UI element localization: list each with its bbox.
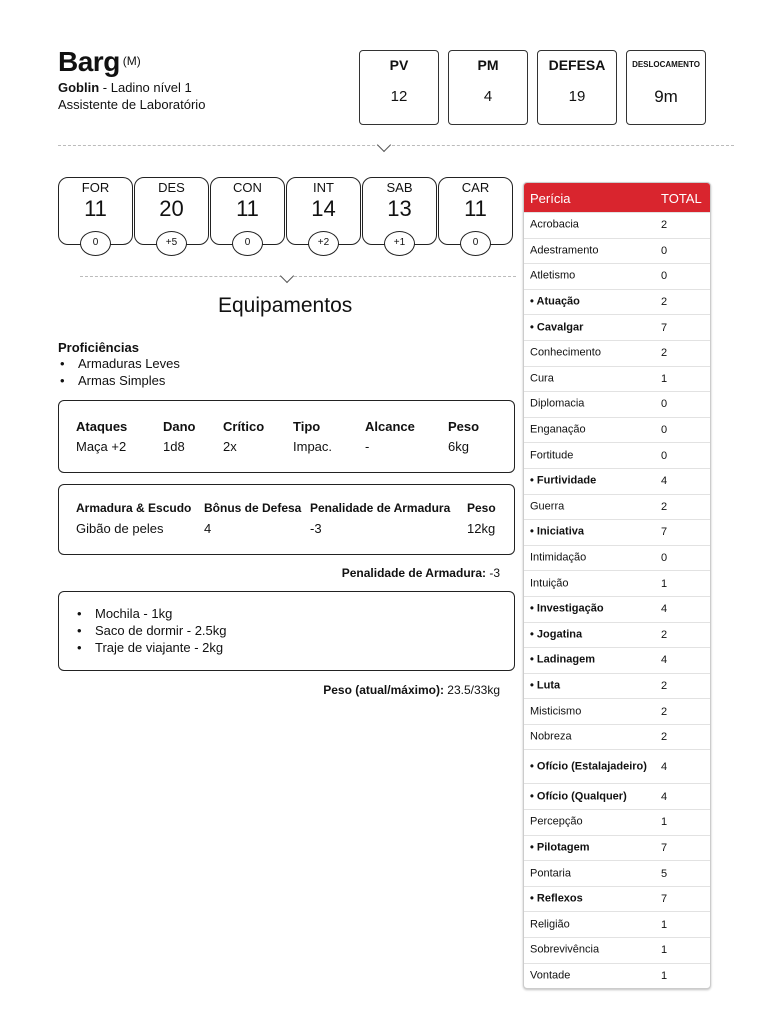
table-row [524, 783, 710, 809]
armor-penalty-summary [342, 566, 500, 580]
skill-total: 7 [661, 841, 668, 854]
skill-name: Adestramento [530, 244, 599, 257]
stat-pm-value: 4 [483, 88, 493, 105]
attribute-label: DES [158, 180, 185, 195]
attribute-modifier: 0 [460, 231, 491, 256]
skill-total: 1 [661, 918, 668, 931]
proficiencies-title: Proficiências [58, 340, 139, 355]
race-separator: - [99, 80, 111, 95]
skill-name: • Iniciativa [530, 525, 584, 538]
skill-name: • Ladinagem [530, 653, 595, 666]
table-cell: Impac. [293, 439, 333, 454]
table-row [524, 749, 710, 783]
skill-name: Nobreza [530, 730, 572, 743]
attribute-label: CAR [461, 180, 490, 195]
list-item: • Armaduras Leves [58, 356, 180, 373]
table-row [524, 238, 710, 264]
skill-total: 0 [661, 424, 668, 437]
table-cell: 4 [204, 521, 212, 536]
table-row [524, 622, 710, 648]
stat-pm-label: PM [477, 57, 499, 73]
skill-total: 2 [661, 500, 668, 513]
table-row [524, 963, 710, 989]
table-cell: 2x [223, 439, 237, 454]
skill-total: 4 [661, 475, 668, 488]
section-title: Equipamentos [218, 294, 353, 317]
attribute-modifier: +5 [156, 231, 187, 256]
attribute-value: 11 [84, 196, 107, 221]
table-row [524, 724, 710, 750]
attribute-label: FOR [81, 180, 110, 195]
skill-total: 1 [661, 577, 668, 590]
skill-total: 2 [661, 296, 668, 309]
skill-total: 1 [661, 372, 668, 385]
character-name: Barg [58, 46, 120, 77]
table-row [524, 263, 710, 289]
column-header: Bônus de Defesa [204, 501, 302, 515]
skill-total: 2 [661, 219, 668, 232]
skills-body [524, 212, 710, 988]
table-row [524, 340, 710, 366]
table-row [524, 545, 710, 571]
attribute-value: 11 [464, 196, 487, 221]
column-header: Peso [467, 501, 496, 515]
skill-name: • Pilotagem [530, 841, 590, 854]
character-header [58, 46, 205, 112]
weight-value: 23.5/33kg [443, 683, 500, 697]
table-row [524, 212, 710, 238]
skill-total: 7 [661, 893, 668, 906]
skill-total: 2 [661, 705, 668, 718]
attribute-modifier: +2 [308, 231, 339, 256]
attribute-label: INT [313, 180, 334, 195]
stat-defesa [537, 50, 617, 125]
table-row [524, 494, 710, 520]
list-item: • Saco de dormir - 2.5kg [75, 623, 227, 640]
table-row [524, 911, 710, 937]
character-origin: Assistente de Laboratório [58, 97, 206, 112]
skill-total: 7 [661, 321, 668, 334]
skill-name: Pontaria [530, 867, 571, 880]
table-row [524, 468, 710, 494]
skill-name: • Reflexos [530, 892, 583, 905]
skill-total: 0 [661, 449, 668, 462]
skill-total: 4 [661, 760, 668, 773]
armor-table [58, 484, 515, 555]
table-cell: 1d8 [163, 439, 185, 454]
attribute-value: 14 [311, 196, 336, 221]
table-row [524, 442, 710, 468]
skill-name: Enganação [530, 423, 586, 436]
table-cell: 12kg [467, 521, 496, 536]
stat-pv-label: PV [389, 57, 409, 73]
stat-pv [359, 50, 439, 125]
attribute-value: 11 [236, 196, 259, 221]
table-row [524, 937, 710, 963]
column-header: Penalidade de Armadura [310, 501, 451, 515]
table-cell: Maça +2 [76, 439, 127, 454]
stat-deslocamento [626, 50, 706, 125]
skill-total: 0 [661, 398, 668, 411]
skill-name: Intuição [530, 577, 569, 590]
table-row [524, 314, 710, 340]
inventory-list [75, 606, 227, 657]
skill-name: • Cavalgar [530, 321, 584, 334]
table-row [524, 596, 710, 622]
chevron-down-icon [377, 138, 391, 152]
table-row [524, 570, 710, 596]
skill-total: 5 [661, 867, 668, 880]
character-race-class [58, 80, 205, 95]
weight-label: Peso (atual/máximo): [323, 683, 444, 697]
column-header: Tipo [293, 419, 321, 434]
skill-name: Atletismo [530, 269, 576, 282]
skill-name: Guerra [530, 500, 565, 513]
skills-header [524, 183, 710, 212]
character-race: Goblin [58, 80, 100, 95]
list-item: • Traje de viajante - 2kg [75, 640, 227, 657]
skill-total: 7 [661, 526, 668, 539]
skills-header-name: Perícia [530, 191, 571, 206]
list-item: • Armas Simples [58, 373, 180, 390]
skill-name: • Ofício (Qualquer) [530, 790, 627, 803]
skills-table [523, 182, 711, 989]
table-row [524, 673, 710, 699]
column-header: Dano [163, 419, 196, 434]
column-header: Armadura & Escudo [76, 501, 192, 515]
skill-name: • Furtividade [530, 474, 597, 487]
column-header: Ataques [76, 419, 128, 434]
table-row [524, 835, 710, 861]
table-row [524, 391, 710, 417]
inventory-box [58, 591, 515, 671]
skill-name: • Atuação [530, 295, 580, 308]
proficiencies-list [58, 356, 180, 390]
character-class-level: Ladino nível 1 [110, 80, 192, 95]
armor-penalty-value: -3 [485, 566, 500, 580]
skill-total: 1 [661, 816, 668, 829]
skill-name: Diplomacia [530, 397, 585, 410]
skill-name: • Luta [530, 679, 561, 692]
skill-total: 4 [661, 654, 668, 667]
table-cell: -3 [310, 521, 322, 536]
skill-name: Percepção [530, 815, 583, 828]
table-row [524, 698, 710, 724]
skill-name: • Investigação [530, 602, 604, 615]
attributes-divider [80, 276, 516, 277]
skill-name: • Jogatina [530, 628, 583, 641]
skill-total: 4 [661, 790, 668, 803]
skill-total: 4 [661, 603, 668, 616]
skill-name: Cura [530, 372, 554, 385]
weight-summary [323, 683, 500, 697]
attacks-table [58, 400, 515, 473]
skill-name: Religião [530, 918, 570, 931]
skill-name: Conhecimento [530, 346, 601, 359]
skill-total: 0 [661, 244, 668, 257]
attribute-label: CON [233, 180, 262, 195]
skill-total: 1 [661, 944, 668, 957]
table-row [524, 809, 710, 835]
attribute-modifier: 0 [232, 231, 263, 256]
skill-name: • Ofício (Estalajadeiro) [530, 760, 647, 773]
skill-total: 2 [661, 731, 668, 744]
table-row [524, 417, 710, 443]
table-row [524, 647, 710, 673]
attribute-value: 13 [387, 196, 412, 221]
skill-name: Misticismo [530, 705, 582, 718]
attribute-label: SAB [386, 180, 413, 195]
skill-total: 1 [661, 969, 668, 982]
chevron-down-icon [280, 269, 294, 283]
armor-penalty-label: Penalidade de Armadura: [341, 566, 486, 580]
skill-total: 2 [661, 628, 668, 641]
skills-header-total: TOTAL [661, 191, 702, 206]
stat-pm [448, 50, 528, 125]
attribute-modifier: 0 [80, 231, 111, 256]
column-header: Peso [448, 419, 480, 434]
skill-total: 0 [661, 270, 668, 283]
table-row [524, 886, 710, 912]
stat-defesa-value: 19 [568, 88, 586, 105]
skill-name: Vontade [530, 969, 571, 982]
skill-name: Intimidação [530, 551, 587, 564]
table-cell: Gibão de peles [76, 521, 164, 536]
skill-total: 2 [661, 347, 668, 360]
skill-name: Sobrevivência [530, 943, 600, 956]
stat-defesa-label: DEFESA [548, 57, 606, 73]
table-row [524, 519, 710, 545]
table-row [524, 289, 710, 315]
column-header: Alcance [365, 419, 415, 434]
header-divider [58, 145, 734, 146]
column-header: Crítico [223, 419, 265, 434]
skill-name: Fortitude [530, 449, 574, 462]
table-cell: 6kg [448, 439, 469, 454]
skill-total: 0 [661, 552, 668, 565]
list-item: • Mochila - 1kg [75, 606, 227, 623]
skill-total: 2 [661, 679, 668, 692]
character-gender: (M) [122, 54, 141, 68]
stat-deslocamento-label: DESLOCAMENTO [632, 60, 700, 69]
stat-pv-value: 12 [390, 88, 408, 105]
attribute-modifier: +1 [384, 231, 415, 256]
table-row [524, 860, 710, 886]
attribute-value: 20 [159, 196, 184, 221]
stat-deslocamento-value: 9m [654, 87, 678, 106]
table-row [524, 366, 710, 392]
skill-name: Acrobacia [530, 218, 579, 231]
table-cell: - [365, 439, 370, 454]
